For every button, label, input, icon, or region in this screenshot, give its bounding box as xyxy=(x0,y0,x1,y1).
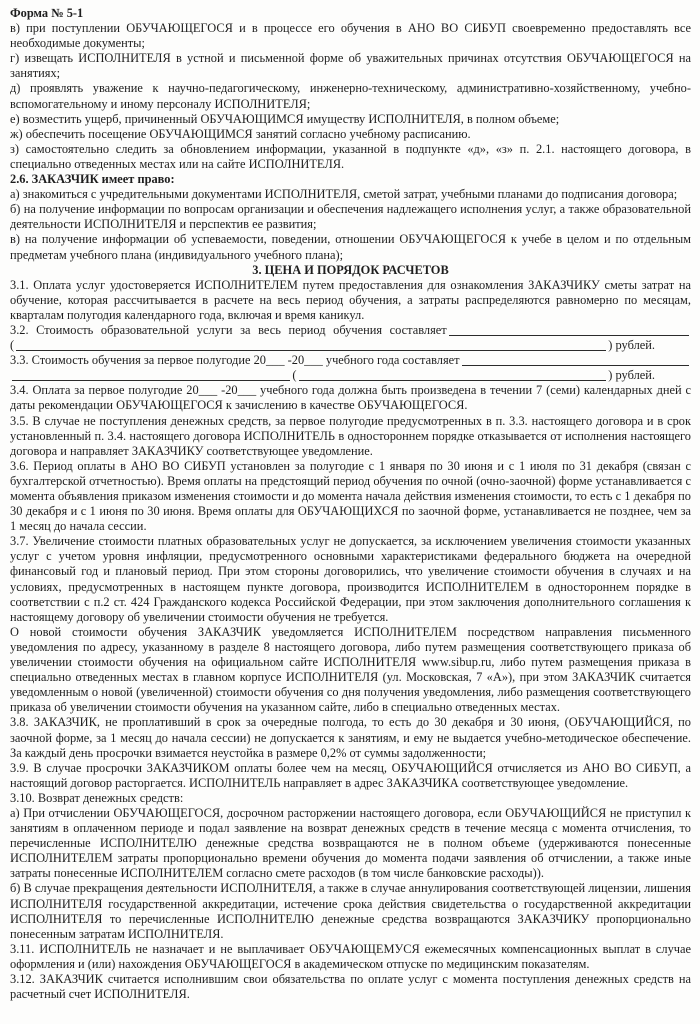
clause-3-11: 3.11. ИСПОЛНИТЕЛЬ не назначает и не выплачивает ОБУЧАЮЩЕМУСЯ ежемесячных компенсационных выплат в случае оформления и (или) нахождения ОБУЧАЮЩЕГОСЯ в академическом отпуске по медицинским показателям. xyxy=(10,941,691,971)
clause-2-5-e: е) возместить ущерб, причиненный ОБУЧАЮЩИМСЯ имуществу ИСПОЛНИТЕЛЯ, в полном объеме; xyxy=(10,111,560,126)
clause-2-5-z: з) самостоятельно следить за обновлением информации, указанной в подпункте «д», «з» п. 2.1. настоящего договора, в специально отведенных местах или на сайте ИСПОЛНИТЕЛЯ. xyxy=(10,141,691,171)
fill-line-text: 3.2. Стоимость образовательной услуги за весь период обучения составляет xyxy=(10,322,447,337)
fill-line-text: 3.3. Стоимость обучения за первое полугодие 20___ -20___ учебного года составляет xyxy=(10,353,460,368)
section-2-6-heading: 2.6. ЗАКАЗЧИК имеет право: xyxy=(10,172,175,187)
section-3-heading: 3. ЦЕНА И ПОРЯДОК РАСЧЕТОВ xyxy=(252,262,449,277)
clause-3-3-line-1 xyxy=(10,353,691,368)
clause-2-5-g: г) извещать ИСПОЛНИТЕЛЯ в устной и письменной форме об уважительных причинах отсутствия ОБУЧАЮЩЕГОСЯ на занятиях; xyxy=(10,51,691,81)
blank-fill-field xyxy=(299,368,607,381)
blank-fill-field xyxy=(12,368,290,381)
blank-fill-field xyxy=(462,353,689,366)
clause-3-10: 3.10. Возврат денежных средств: xyxy=(10,790,184,805)
clause-2-5-d: д) проявлять уважение к научно-педагогическому, инженерно-техническому, административно-хозяйственному, учебно-вспомогательному и иному персоналу ИСПОЛНИТЕЛЯ; xyxy=(10,81,691,111)
fill-line-text: ( xyxy=(10,338,15,353)
clause-3-9: 3.9. В случае просрочки ЗАКАЗЧИКОМ оплаты более чем на месяц, ОБУЧАЮЩИЙСЯ отчисляется из АНО ВО СИБУП, а настоящий договор расторгается. ИСПОЛНИТЕЛЬ направляет в адрес ЗАКАЗЧИКА соответствующее уведомление. xyxy=(10,760,691,790)
blank-fill-field xyxy=(449,323,689,336)
form-number-label: Форма № 5-1 xyxy=(10,6,84,20)
blank-fill-field xyxy=(16,338,606,351)
clause-3-1: 3.1. Оплата услуг удостоверяется ИСПОЛНИТЕЛЕМ путем предоставления для ознакомления ЗАКАЗЧИКУ сметы затрат на обучение, которая рассчитывается в расчете на весь период обучения, а затраты распределяются равномерно по месяцам, кварталам полугодия календарного года, включая и время каникул. xyxy=(10,277,691,322)
clause-3-10-b: б) В случае прекращения деятельности ИСПОЛНИТЕЛЯ, а также в случае аннулирования соответствующей лицензии, лишения ИСПОЛНИТЕЛЯ государственной аккредитации, истечение срока действия свидетельства о государственной аккредитации ИСПОЛНИТЕЛЯ то перечисленные ИСПОЛНИТЕЛЮ денежные средства возвращаются ЗАКАЗЧИКУ пропорционально понесенным затратам ИСПОЛНИТЕЛЯ. xyxy=(10,881,691,941)
clause-3-8: 3.8. ЗАКАЗЧИК, не проплативший в срок за очередные полгода, то есть до 30 декабря и 30 июня, (ОБУЧАЮЩИЙСЯ, по заочной форме, за 1 месяц до начала сессии) не допускается к занятиям, и ему не выдается учебно-методическое обеспечение. За каждый день просрочки взимается неустойка в размере 0,2% от суммы задолженности; xyxy=(10,715,691,760)
clause-2-6-a: а) знакомиться с учредительными документами ИСПОЛНИТЕЛЯ, сметой затрат, учебными планами до подписания договора; xyxy=(10,187,678,202)
clause-3-2-line-2 xyxy=(10,338,655,353)
clause-2-6-v: в) на получение информации об успеваемости, поведении, отношении ОБУЧАЮЩЕГОСЯ к учебе в целом и по отдельным предметам учебного плана (индивидуального учебного плана); xyxy=(10,232,691,262)
clause-3-3-line-2 xyxy=(10,368,655,383)
clause-3-7-notice: О новой стоимости обучения ЗАКАЗЧИК уведомляется ИСПОЛНИТЕЛЕМ посредством направления письменного уведомления по адресу, указанному в разделе 8 настоящего договора, либо путем размещения соответствующего приказа об увеличении стоимости обучения на официальном сайте ИСПОЛНИТЕЛЯ www.sibup.ru, либо путем размещения приказа в специально отведенных местах в главном корпусе ИСПОЛНИТЕЛЯ (ул. Московская, 7 «А»), при этом ЗАКАЗЧИК считается уведомленным о новой (увеличенной) стоимости обучения со дня получения уведомления, либо размещения соответствующего приказа об увеличении стоимости обучения на указанном сайте, либо в специально отведенных местах. xyxy=(10,624,691,715)
document-body xyxy=(10,21,691,1002)
fill-line-text: ( xyxy=(292,368,297,383)
clause-3-5: 3.5. В случае не поступления денежных средств, за первое полугодие предусмотренных в п. 3.3. настоящего договора и в срок установленный п. 3.4. настоящего договора ИСПОЛНИТЕЛЬ в одностороннем порядке отказывается от исполнения настоящего договора и направляет ЗАКАЗЧИКУ соответствующее уведомление. xyxy=(10,413,691,458)
clause-2-5-zh: ж) обеспечить посещение ОБУЧАЮЩИМСЯ занятий согласно учебному расписанию. xyxy=(10,126,471,141)
clause-3-12: 3.12. ЗАКАЗЧИК считается исполнившим свои обязательства по оплате услуг с момента поступления денежных средств на расчетный счет ИСПОЛНИТЕЛЯ. xyxy=(10,972,691,1002)
fill-line-text: ) рублей. xyxy=(608,368,655,383)
clause-3-7: 3.7. Увеличение стоимости платных образовательных услуг не допускается, за исключением увеличения стоимости указанных услуг с учетом уровня инфляции, предусмотренного основными характеристиками федерального бюджета на очередной финансовый год и плановый период. При этом стороны договорились, что увеличение стоимости обучения в случаях и на условиях, предусмотренных в настоящем пункте договора, производится ИСПОЛНИТЕЛЕМ в одностороннем порядке в соответствии с п.2 ст. 424 Гражданского кодекса Российской Федерации, при этом заключения дополнительного соглашения к настоящему договору об увеличении стоимости обучения не требуется. xyxy=(10,534,691,624)
clause-3-10-a: а) При отчислении ОБУЧАЮЩЕГОСЯ, досрочном расторжении настоящего договора, если ОБУЧАЮЩИЙСЯ не приступил к занятиям в оплаченном периоде и подал заявление на возврат денежных средств в течение месяца с момента отчисления, то перечисленные ИСПОЛНИТЕЛЮ денежные средства возвращаются не в полном объеме (удерживаются понесенные ИСПОЛНИТЕЛЕМ затраты пропорционально времени обучения до момента подачи заявления об отчислении, а также иные затраты понесенные ИСПОЛНИТЕЛЕМ согласно смете расходов (в том числе банковские расходы)). xyxy=(10,805,691,881)
clause-2-5-v: в) при поступлении ОБУЧАЮЩЕГОСЯ и в процессе его обучения в АНО ВО СИБУП своевременно предоставлять все необходимые документы; xyxy=(10,21,691,51)
clause-3-2-line-1 xyxy=(10,323,691,338)
clause-3-6: 3.6. Период оплаты в АНО ВО СИБУП установлен за полугодие с 1 января по 30 июня и с 1 июля по 31 декабря (связан с бухгалтерской отчетностью). Время оплаты на предстоящий период обучения по очной (очно-заочной) форме устанавливается с момента объявления приказом изменения стоимости и до момента начала действия изменения стоимости, то есть с 1 декабря по 30 декабря и с 1 июня по 30 июня. Время оплаты для ОБУЧАЮЩИХСЯ по заочной форме, устанавливается не позднее, чем за 1 месяц до начала сессии. xyxy=(10,458,691,534)
clause-3-4: 3.4. Оплата за первое полугодие 20___ -20___ учебного года должна быть произведена в течении 7 (семи) календарных дней с даты рекомендации ОБУЧАЮЩЕГОСЯ к зачислению в качестве ОБУЧАЮЩЕГОСЯ. xyxy=(10,383,691,413)
clause-2-6-b: б) на получение информации по вопросам организации и обеспечения надлежащего исполнения услуг, а также образовательной деятельности ИСПОЛНИТЕЛЯ и перспектив ее развития; xyxy=(10,202,691,232)
fill-line-text: ) рублей. xyxy=(608,338,655,353)
